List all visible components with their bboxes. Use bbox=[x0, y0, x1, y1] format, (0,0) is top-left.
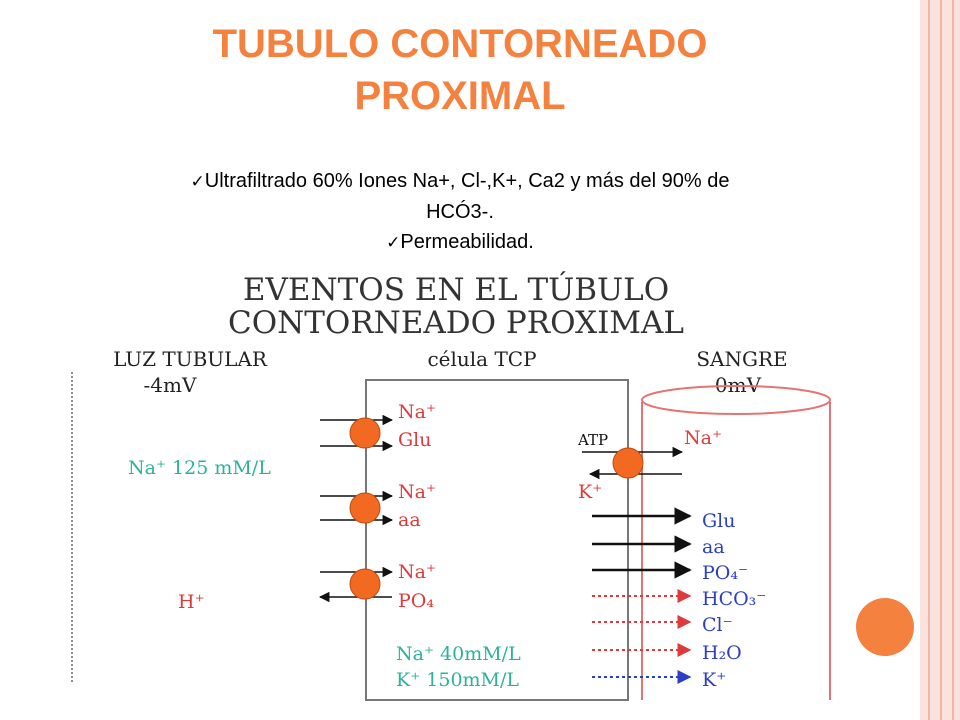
apical-top-label: Na⁺ bbox=[398, 561, 436, 583]
pump-potassium: K⁺ bbox=[578, 481, 603, 503]
basolateral-exit-h2o bbox=[592, 642, 742, 664]
slide-title-line1: TUBULO CONTORNEADO bbox=[212, 22, 708, 66]
bullet-continuation: HCÓ3-. bbox=[426, 201, 494, 223]
bullet-text: Permeabilidad. bbox=[400, 231, 534, 253]
blood-label: SANGRE bbox=[696, 347, 788, 371]
lumen-label: LUZ TUBULAR bbox=[113, 347, 267, 371]
apical-transporter-aa bbox=[320, 481, 436, 531]
na-k-atpase-pump bbox=[577, 427, 722, 503]
pump-sodium: Na⁺ bbox=[684, 427, 722, 449]
bullet-text: Ultrafiltrado 60% Iones Na+, Cl-,K+, Ca2 y más del 90% de bbox=[204, 170, 730, 192]
apical-bottom-label: PO₄ bbox=[398, 590, 434, 612]
basolateral-exit-k bbox=[592, 669, 726, 691]
blood-potential: 0mV bbox=[714, 373, 762, 397]
apical-exchanger-h bbox=[320, 561, 436, 612]
basolateral-exit-aa bbox=[592, 536, 725, 558]
cell-sodium: Na⁺ 40mM/L bbox=[396, 643, 521, 665]
lumen-sodium: Na⁺ 125 mM/L bbox=[128, 457, 271, 479]
basolateral-label: HCO₃⁻ bbox=[702, 588, 767, 610]
basolateral-label: PO₄⁻ bbox=[702, 562, 749, 584]
diagram-title-line1: EVENTOS EN EL TÚBULO bbox=[242, 272, 670, 308]
cell-label: célula TCP bbox=[427, 347, 537, 371]
apical-top-label: Na⁺ bbox=[398, 401, 436, 423]
diagram-title-line2: CONTORNEADO PROXIMAL bbox=[227, 305, 685, 341]
apical-transporter-glu bbox=[320, 401, 436, 451]
lumen-potential: -4mV bbox=[143, 373, 197, 397]
basolateral-exit-po4 bbox=[592, 562, 748, 584]
basolateral-exit-cl bbox=[592, 614, 733, 636]
basolateral-exit-glu bbox=[592, 510, 736, 532]
basolateral-label: Glu bbox=[702, 510, 736, 532]
apical-bottom-label: Glu bbox=[398, 429, 432, 451]
slide-title-line2: PROXIMAL bbox=[354, 74, 566, 118]
check-icon: ✓ bbox=[190, 172, 205, 191]
apical-top-label: Na⁺ bbox=[398, 481, 436, 503]
atp-label: ATP bbox=[578, 431, 609, 449]
basolateral-label: K⁺ bbox=[702, 669, 727, 691]
basolateral-label: aa bbox=[702, 536, 725, 558]
check-icon: ✓ bbox=[386, 233, 401, 252]
lumen-proton: H⁺ bbox=[178, 591, 205, 613]
cell-potassium: K⁺ 150mM/L bbox=[396, 669, 520, 691]
basolateral-exit-hco3 bbox=[592, 588, 766, 610]
apical-bottom-label: aa bbox=[398, 509, 421, 531]
basolateral-label: Cl⁻ bbox=[702, 614, 733, 636]
basolateral-label: H₂O bbox=[702, 642, 742, 664]
